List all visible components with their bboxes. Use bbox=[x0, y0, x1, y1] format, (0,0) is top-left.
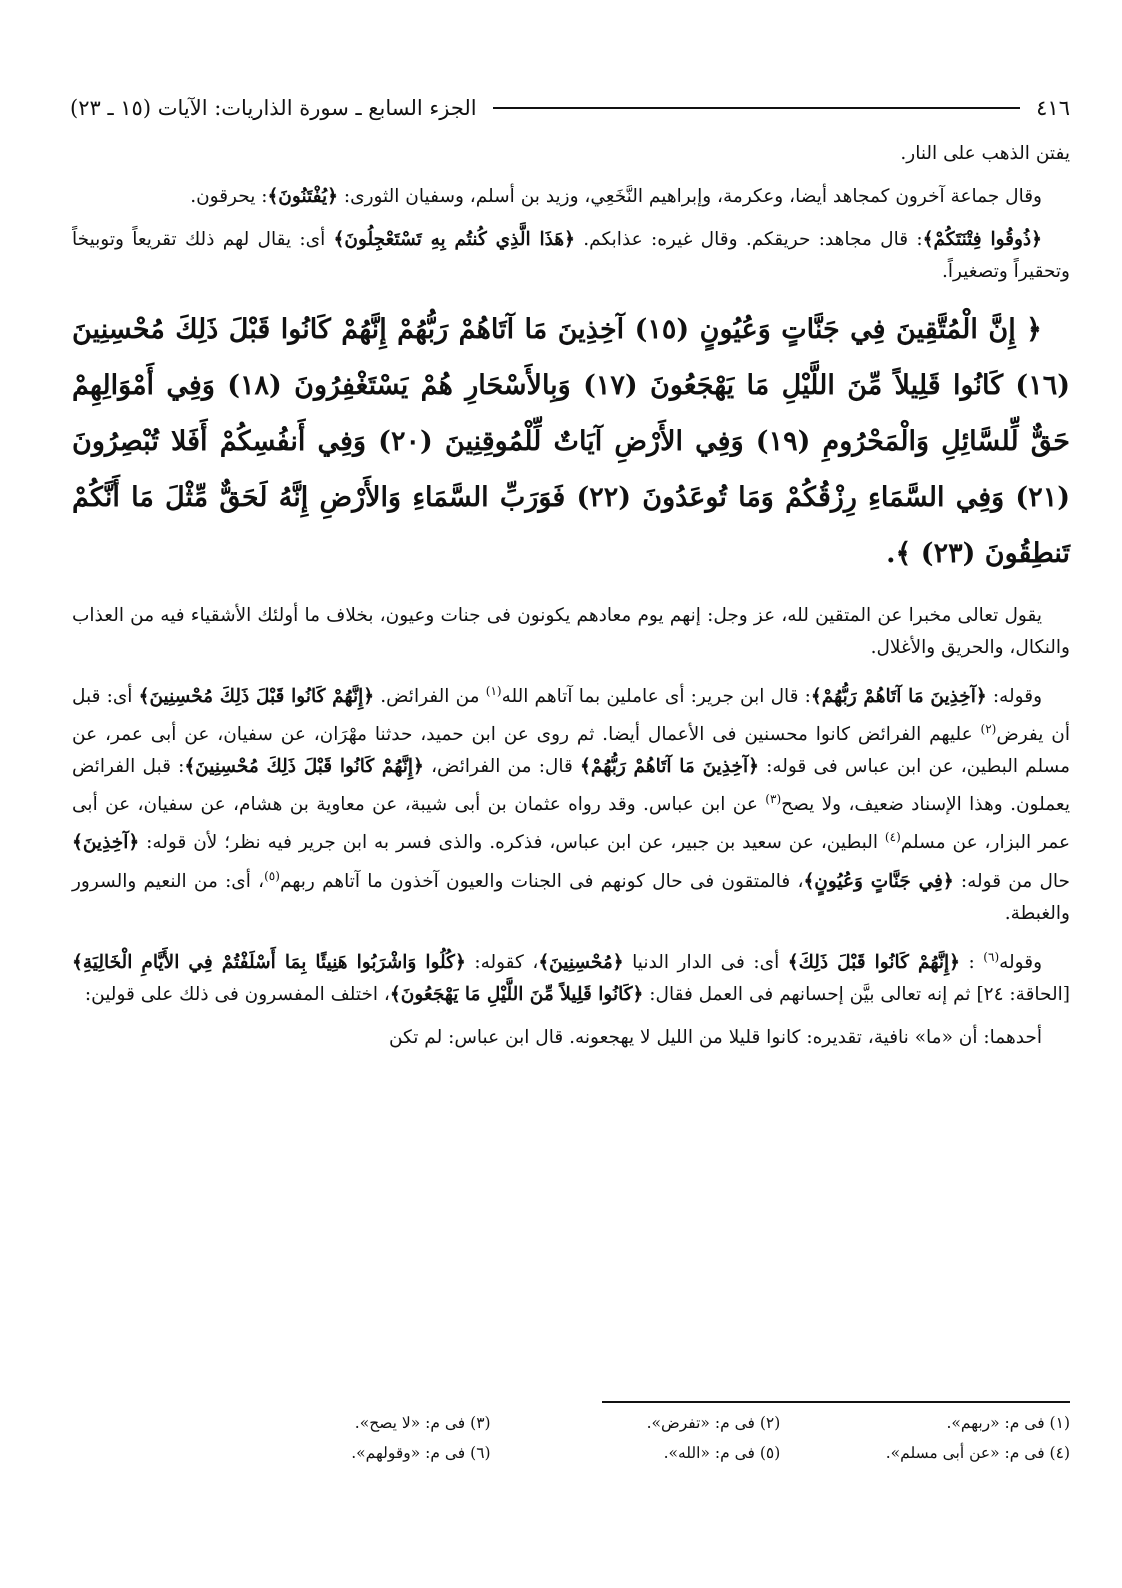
text-span: أى: يقال لهم ذلك تقريعاً وتوبيخاً وتحقيراً وتصغيراً. bbox=[72, 229, 1070, 282]
text-span: : قال مجاهد: حريقكم. وقال غيره: عذابكم. bbox=[574, 229, 923, 250]
text-span: وقوله bbox=[999, 951, 1043, 973]
paragraph-4: يقول تعالى مخبرا عن المتقين لله، عز وجل: إنهم يوم معادهم يكونون فى جنات وعيون، بخلاف ما أولئك الأشقياء فيه من العذاب والنكال، والحريق والأغلال. bbox=[72, 605, 1070, 658]
footnote-row bbox=[200, 1438, 1070, 1468]
text-span: أى: قبل أن يفرض bbox=[72, 686, 1070, 746]
quran-quote: ﴿إِنَّهُمْ كَانُوا قَبْلَ ذَلِكَ مُحْسِنِينَ﴾ bbox=[184, 756, 424, 778]
quran-quote: ﴿هَذَا الَّذِي كُنتُم بِهِ تَسْتَعْجِلُونَ﴾ bbox=[333, 229, 575, 250]
text-span: ، اختلف المفسرون فى ذلك على قولين: bbox=[84, 983, 390, 1005]
footnote-ref: (٥) bbox=[264, 868, 280, 883]
quran-quote: ﴿يُفْتَنُونَ﴾ bbox=[267, 186, 338, 207]
running-title: الجزء السابع ـ سورة الذاريات: الآيات (١٥ ـ ٢٣) bbox=[70, 96, 477, 120]
paragraph-2 bbox=[72, 181, 1070, 213]
text-span: [الحاقة: ٢٤] ثم إنه تعالى بيَّن إحسانهم فى العمل فقال: bbox=[643, 983, 1070, 1005]
text-span: من الفرائض. bbox=[374, 686, 486, 708]
footnote-3: (٣) فى م: «لا يصح». bbox=[354, 1414, 491, 1432]
quran-quote: ﴿فِي جَنَّاتٍ وَعُيُونٍ﴾ bbox=[803, 870, 954, 892]
page-header bbox=[70, 88, 1070, 128]
paragraph-1: يفتن الذهب على النار. bbox=[900, 143, 1070, 164]
paragraph-3 bbox=[72, 224, 1070, 288]
text-span: ، فالمتقون فى حال كونهم فى الجنات والعيون آخذون ما آتاهم ربهم bbox=[279, 870, 804, 892]
text-span: : قال ابن جرير: أى عاملين بما آتاهم الله bbox=[501, 686, 811, 708]
text-span: : bbox=[960, 951, 984, 973]
text-span: وقال جماعة آخرون كمجاهد أيضا، وعكرمة، وإبراهيم النَّخَعِي، وزيد بن أسلم، وسفيان الثورى: bbox=[337, 186, 1042, 207]
footnote-1: (١) فى م: «ربهم». bbox=[946, 1414, 1070, 1432]
quran-verses-block: ﴿ إِنَّ الْمُتَّقِينَ فِي جَنَّاتٍ وَعُيُونٍ (١٥) آخِذِينَ مَا آتَاهُمْ رَبُّهُمْ إِنَّهُمْ كَانُوا قَبْلَ ذَلِكَ مُحْسِنِينَ (١٦) كَانُوا قَلِيلاً مِّنَ اللَّيْلِ مَا يَهْجَعُونَ (١٧) وَبِالأَسْحَارِ هُمْ يَسْتَغْفِرُونَ (١٨) وَفِي أَمْوَالِهِمْ حَقٌّ لِّلسَّائِلِ وَالْمَحْرُومِ (١٩) وَفِي الأَرْضِ آيَاتٌ لِّلْمُوقِنِينَ (٢٠) وَفِي أَنفُسِكُمْ أَفَلا تُبْصِرُونَ (٢١) وَفِي السَّمَاءِ رِزْقُكُمْ وَمَا تُوعَدُونَ (٢٢) فَوَرَبِّ السَّمَاءِ وَالأَرْضِ إِنَّهُ لَحَقٌّ مِّثْلَ مَا أَنَّكُمْ تَنطِقُونَ (٢٣) ﴾. bbox=[72, 314, 1070, 569]
text-span: : قبل الفرائض يعملون. وهذا الإسناد ضعيف، ولا يصح bbox=[72, 756, 1070, 816]
paragraph-5 bbox=[72, 675, 1070, 930]
footnote-ref: (٢) bbox=[980, 722, 997, 737]
footnote-ref: (٦) bbox=[983, 949, 1000, 964]
quran-quote: ﴿آخِذِينَ﴾ bbox=[72, 832, 140, 854]
quran-quote: ﴿ذُوقُوا فِتْنَتَكُمْ﴾ bbox=[922, 229, 1042, 250]
text-span: ، أى: من النعيم والسرور والغبطة. bbox=[72, 870, 1070, 924]
header-rule bbox=[493, 107, 1021, 109]
quran-quote: ﴿إِنَّهُمْ كَانُوا قَبْلَ ذَلِكَ﴾ bbox=[787, 951, 961, 973]
text-span: قال: من الفرائض، bbox=[423, 756, 581, 778]
paragraph-6 bbox=[72, 941, 1070, 1011]
text-span: ، كقوله: bbox=[465, 951, 539, 973]
text-span: : يحرقون. bbox=[190, 186, 268, 207]
quran-quote: ﴿آخِذِينَ مَا آتَاهُمْ رَبُّهُمْ﴾ bbox=[810, 686, 987, 708]
quran-quote: ﴿آخِذِينَ مَا آتَاهُمْ رَبُّهُمْ﴾ bbox=[580, 756, 759, 778]
footnote-5: (٥) فى م: «الله». bbox=[663, 1444, 781, 1462]
footnote-ref: (١) bbox=[485, 684, 502, 698]
quran-quote: ﴿كُلُوا وَاشْرَبُوا هَنِيئًا بِمَا أَسْلَفْتُمْ فِي الأَيَّامِ الْخَالِيَةِ﴾ bbox=[72, 951, 466, 973]
text-span: حال من قوله: bbox=[953, 870, 1070, 892]
text-span: عن ابن عباس. وقد رواه عثمان بن أبى شيبة، عن معاوية بن هشام، عن سفيان، عن أبى عمر البزار، عن مسلم bbox=[72, 794, 1070, 854]
footnote-6: (٦) فى م: «وقولهم». bbox=[351, 1444, 491, 1462]
quran-quote: ﴿كَانُوا قَلِيلاً مِّنَ اللَّيْلِ مَا يَهْجَعُونَ﴾ bbox=[389, 983, 644, 1005]
paragraph-7: أحدهما: أن «ما» نافية، تقديره: كانوا قليلا من الليل لا يهجعونه. قال ابن عباس: لم تكن bbox=[388, 1026, 1042, 1048]
page-body bbox=[72, 138, 1070, 1065]
text-span: عليهم الفرائض كانوا محسنين فى الأعمال أيضا. ثم روى عن ابن حميد، حدثنا مهْرَان، عن سفيان، عن أبى عمر، عن مسلم البطين، عن ابن عباس فى قوله: bbox=[72, 724, 1071, 778]
footnote-2: (٢) فى م: «تفرض». bbox=[646, 1414, 781, 1432]
text-span: البطين، عن سعيد بن جبير، عن ابن عباس، فذكره. والذى فسر به ابن جرير فيه نظر؛ لأن قوله: bbox=[139, 832, 885, 854]
text-span: أى: فى الدار الدنيا bbox=[623, 951, 788, 973]
footnote-divider bbox=[602, 1401, 1070, 1403]
quran-quote: ﴿مُحْسِنِينَ﴾ bbox=[538, 951, 624, 973]
footnote-row bbox=[200, 1408, 1070, 1438]
footnote-4: (٤) فى م: «عن أبى مسلم». bbox=[885, 1444, 1070, 1462]
text-span: وقوله: bbox=[986, 686, 1043, 708]
quran-quote: ﴿إِنَّهُمْ كَانُوا قَبْلَ ذَلِكَ مُحْسِنِينَ﴾ bbox=[138, 686, 375, 708]
page-number: ٤١٦ bbox=[1036, 96, 1070, 120]
footnote-ref: (٤) bbox=[884, 830, 901, 845]
footnotes bbox=[200, 1408, 1070, 1468]
footnote-ref: (٣) bbox=[765, 792, 782, 807]
